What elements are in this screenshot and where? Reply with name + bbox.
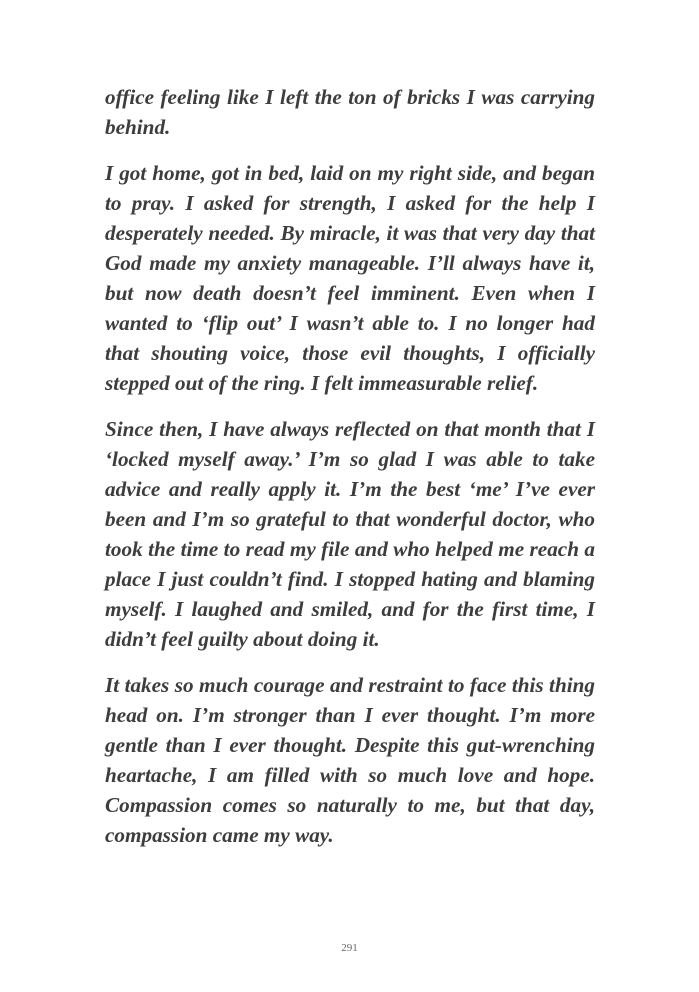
body-text: [105, 82, 595, 866]
paragraph-1: office feeling like I left the ton of bricks I was carrying behind.: [105, 85, 595, 139]
page-number: 291: [341, 942, 358, 954]
paragraph-4: It takes so much courage and restraint to face this thing head on. I’m stronger than I ever thought. I’m more gentle than I ever thought. Despite this gut-wrenching heartache, I am filled with so much love and hope. Compassion comes so naturally to me, but that day, compassion came my way.: [105, 673, 595, 847]
paragraph-2: I got home, got in bed, laid on my right side, and began to pray. I asked for strength, I asked for the help I desperately needed. By miracle, it was that very day that God made my anxiety manageable. I’ll always have it, but now death doesn’t feel imminent. Even when I wanted to ‘flip out’ I wasn’t able to. I no longer had that shouting voice, those evil thoughts, I officially stepped out of the ring. I felt immeasurable relief.: [105, 161, 595, 395]
paragraph-3: Since then, I have always reflected on that month that I ‘locked myself away.’ I’m so glad I was able to take advice and really apply it. I’m the best ‘me’ I’ve ever been and I’m so grateful to that wonderful doctor, who took the time to read my file and who helped me reach a place I just couldn’t find. I stopped hating and blaming myself. I laughed and smiled, and for the first time, I didn’t feel guilty about doing it.: [105, 417, 595, 651]
